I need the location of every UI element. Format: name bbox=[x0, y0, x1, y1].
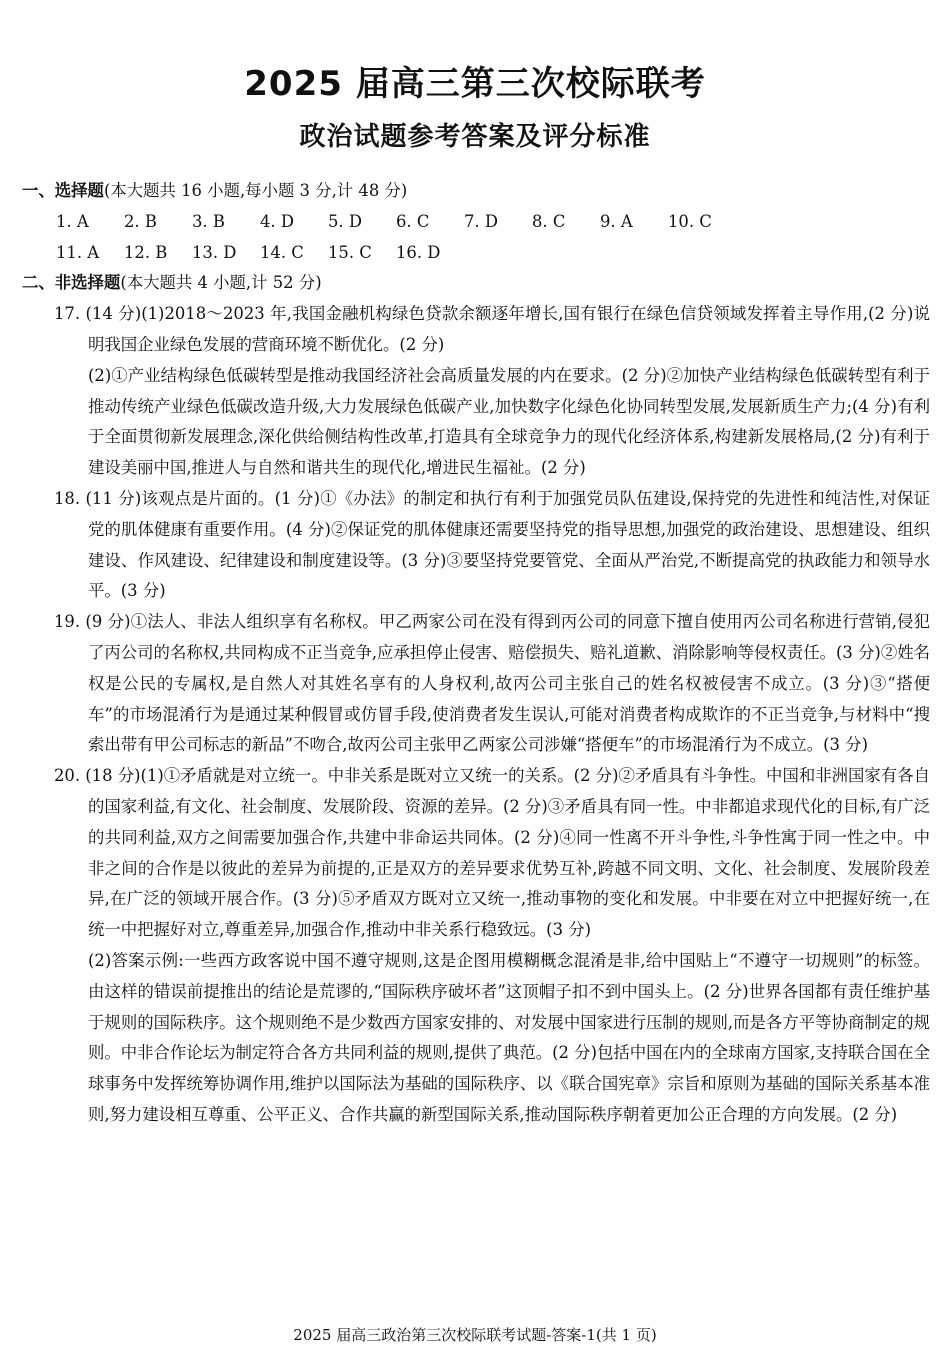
question-19: 19. (9 分)①法人、非法人组织享有名称权。甲乙两家公司在没有得到丙公司的同意下擅自使用丙公司名称进行营销,侵犯了丙公司的名称权,共同构成不正当竞争,应承担停止侵害、赔偿损失、赔礼道歉、消除影响等侵权责任。(3 分)②姓名权是公民的专属权,是自然人对其姓名享有的人身权利,故丙公司主张自己的姓名权被侵害不成立。(3 分)③“搭便车”的市场混淆行为是通过某种假冒或仿冒手段,使消费者发生误认,可能对消费者构成欺诈的不正当竞争,与材料中“搜索出带有甲公司标志的新品”不吻合,故丙公司主张甲乙两家公司涉嫌“搭便车”的市场混淆行为不成立。(3 分) bbox=[54, 612, 930, 755]
question-17-part2: (2)①产业结构绿色低碳转型是推动我国经济社会高质量发展的内在要求。(2 分)②加快产业结构绿色低碳转型有利于推动传统产业绿色低碳改造升级,大力发展绿色低碳产业,加快数字化绿色化协同转型发展,发展新质生产力;(4 分)有利于全面贯彻新发展理念,深化供给侧结构性改革,打造具有全球竞争力的现代化经济体系,构建新发展格局,(2 分)有利于建设美丽中国,推进人与自然和谐共生的现代化,增进民生福祉。(2 分) bbox=[88, 365, 930, 478]
section2-note: (本大题共 4 小题,计 52 分) bbox=[120, 273, 322, 293]
answer-item: 2. B bbox=[124, 211, 157, 231]
answer-item: 10. C bbox=[668, 211, 712, 231]
answer-item: 4. D bbox=[260, 211, 294, 231]
question-20-part2: (2)答案示例:一些西方政客说中国不遵守规则,这是企图用模糊概念混淆是非,给中国贴上“不遵守一切规则”的标签。由这样的错误前提推出的结论是荒谬的,“国际秩序破坏者”这顶帽子扣不到中国头上。(2 分)世界各国都有责任维护基于规则的国际秩序。这个规则绝不是少数西方国家安排的、对发展中国家进行压制的规则,而是各方平等协商制定的规则。中非合作论坛为制定符合各方共同利益的规则,提供了典范。(2 分)包括中国在内的全球南方国家,支持联合国在全球事务中发挥统筹协调作用,维护以国际法为基础的国际秩序、以《联合国宪章》宗旨和原则为基础的国际关系基本准则,努力建设相互尊重、公平正义、合作共赢的新型国际关系,推动国际秩序朝着更加公正合理的方向发展。(2 分) bbox=[88, 950, 930, 1124]
answer-content bbox=[22, 176, 930, 1131]
answer-item: 6. C bbox=[396, 211, 430, 231]
exam-title: 2025 届高三第三次校际联考 bbox=[244, 64, 706, 104]
answer-item: 3. B bbox=[192, 211, 225, 231]
answer-item: 16. D bbox=[396, 242, 441, 262]
answer-item: 5. D bbox=[328, 211, 362, 231]
section2-label: 二、非选择题 bbox=[22, 273, 121, 293]
answer-item: 7. D bbox=[464, 211, 498, 231]
question-20-part1: 20. (18 分)(1)①矛盾就是对立统一。中非关系是既对立又统一的关系。(2 分)②矛盾具有斗争性。中国和非洲国家有各自的国家利益,有文化、社会制度、发展阶段、资源的差异。(2 分)③矛盾具有同一性。中非都追求现代化的目标,有广泛的共同利益,双方之间需要加强合作,共建中非命运共同体。(2 分)④同一性离不开斗争性,斗争性寓于同一性之中。中非之间的合作是以彼此的差异为前提的,正是双方的差异要求优势互补,跨越不同文明、文化、社会制度、发展阶段差异,在广泛的领域开展合作。(3 分)⑤矛盾双方既对立又统一,推动事物的变化和发展。中非要在对立中把握好统一,在统一中把握好对立,尊重差异,加强合作,推动中非关系行稳致远。(3 分) bbox=[54, 766, 930, 940]
answer-row-2 bbox=[56, 238, 930, 269]
section1-label: 一、选择题 bbox=[22, 181, 104, 200]
section1-note: (本大题共 16 小题,每小题 3 分,计 48 分) bbox=[103, 181, 408, 200]
section2-heading bbox=[22, 268, 930, 299]
answer-row-1 bbox=[56, 207, 930, 238]
choice-answers bbox=[56, 207, 930, 269]
answer-item: 9. A bbox=[600, 211, 633, 231]
answer-item: 11. A bbox=[56, 242, 100, 262]
answer-item: 13. D bbox=[192, 242, 237, 262]
answer-item: 1. A bbox=[56, 211, 89, 231]
answer-item: 15. C bbox=[328, 242, 372, 262]
section1-heading bbox=[22, 176, 930, 207]
question-18: 18. (11 分)该观点是片面的。(1 分)①《办法》的制定和执行有利于加强党员队伍建设,保持党的先进性和纯洁性,对保证党的肌体健康有重要作用。(4 分)②保证党的肌体健康还需要坚持党的指导思想,加强党的政治建设、思想建设、组织建设、作风建设、纪律建设和制度建设等。(3 分)③要坚持党要管党、全面从严治党,不断提高党的执政能力和领导水平。(3 分) bbox=[54, 488, 930, 601]
exam-subtitle: 政治试题参考答案及评分标准 bbox=[299, 122, 651, 152]
question-17-part1: 17. (14 分)(1)2018～2023 年,我国金融机构绿色贷款余额逐年增长,国有银行在绿色信贷领域发挥着主导作用,(2 分)说明我国企业绿色发展的营商环境不断优化。(2 分) bbox=[54, 304, 930, 354]
answer-item: 14. C bbox=[260, 242, 304, 262]
answer-item: 12. B bbox=[124, 242, 168, 262]
answer-item: 8. C bbox=[532, 211, 566, 231]
page-footer: 2025 届高三政治第三次校际联考试题-答案-1(共 1 页) bbox=[293, 1326, 657, 1344]
